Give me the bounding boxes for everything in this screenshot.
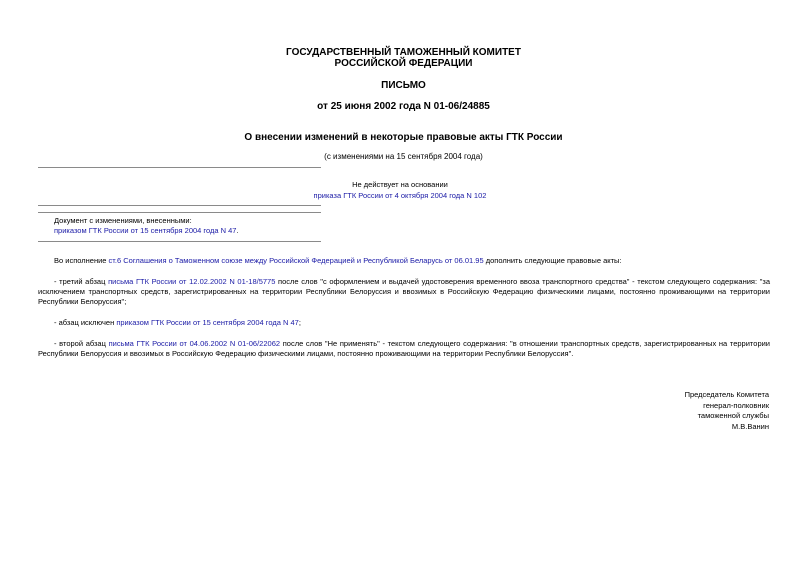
status-note-link[interactable]: приказа ГТК России от 4 октября 2004 года N 102 — [313, 191, 487, 200]
org-name-line1: ГОСУДАРСТВЕННЫЙ ТАМОЖЕННЫЙ КОМИТЕТ — [286, 47, 521, 58]
signature-line2: генерал-полковник — [703, 400, 769, 410]
divider — [38, 212, 321, 213]
agreement-link[interactable]: ст.6 Соглашения о Таможенном союзе между Российской Федерацией и Республикой Беларусь от 06.01.95 — [108, 256, 484, 265]
status-note — [300, 179, 500, 201]
letter-22062-link[interactable]: письма ГТК России от 04.06.2002 N 01-06/22062 — [108, 339, 281, 348]
divider — [38, 167, 321, 168]
item2-suffix: ; — [298, 318, 301, 327]
revision-note: (с изменениями на 15 сентября 2004 года) — [324, 152, 483, 161]
signature-line3: таможенной службы — [697, 411, 769, 420]
item3-suffix: после слов "Не применять" - текстом следующего содержания: "в отношении транспортных средств, зарегистрированных на территории Республики Белоруссия и ввозимых в Российскую Федерацию физическими лицами, постоянно проживающими на территории Республики Белоруссия". — [38, 339, 770, 358]
divider — [38, 205, 321, 206]
signature-name: М.В.Ванин — [731, 421, 769, 431]
item2-prefix: - абзац исключен — [54, 318, 117, 327]
order-47-link[interactable]: приказом ГТК России от 15 сентября 2004 года N 47 — [116, 318, 299, 327]
status-note-text: Не действует на основании — [352, 180, 448, 189]
item1-suffix: после слов "с оформлением и выдачей удостоверения временного ввоза транспортного средства" - текстом следующего содержания: "за исключением транспортных средств, зарегистрированных на территории Республики Белоруссия и ввозимых в Российскую Федерацию физическими лицами, постоянно проживающими на территории Республики Белоруссия"; — [38, 277, 771, 306]
item1-prefix: - третий абзац — [54, 277, 109, 286]
changes-note — [54, 226, 239, 236]
changes-note-link[interactable]: приказом ГТК России от 15 сентября 2004 года N 47 — [54, 226, 237, 235]
signature-line1: Председатель Комитета — [684, 390, 769, 399]
doc-date: от 25 июня 2002 года N 01-06/24885 — [317, 101, 490, 112]
item3-prefix: - второй абзац — [54, 339, 109, 348]
letter-5775-link[interactable]: письма ГТК России от 12.02.2002 N 01-18/5775 — [108, 277, 276, 286]
intro-paragraph — [38, 256, 770, 266]
item-paragraph-2 — [38, 318, 770, 328]
intro-prefix: Во исполнение — [54, 256, 109, 265]
doc-title: О внесении изменений в некоторые правовые акты ГТК России — [244, 132, 563, 143]
divider — [38, 241, 321, 242]
doc-type: ПИСЬМО — [381, 80, 426, 91]
item-paragraph-3 — [38, 339, 770, 359]
org-name-line2: РОССИЙСКОЙ ФЕДЕРАЦИИ — [334, 58, 473, 69]
intro-suffix: дополнить следующие правовые акты: — [483, 256, 622, 265]
changes-note-suffix: . — [236, 226, 239, 235]
signature-block — [685, 390, 769, 432]
item-paragraph-1 — [38, 277, 770, 307]
changes-note-label: Документ с изменениями, внесенными: — [54, 216, 192, 225]
